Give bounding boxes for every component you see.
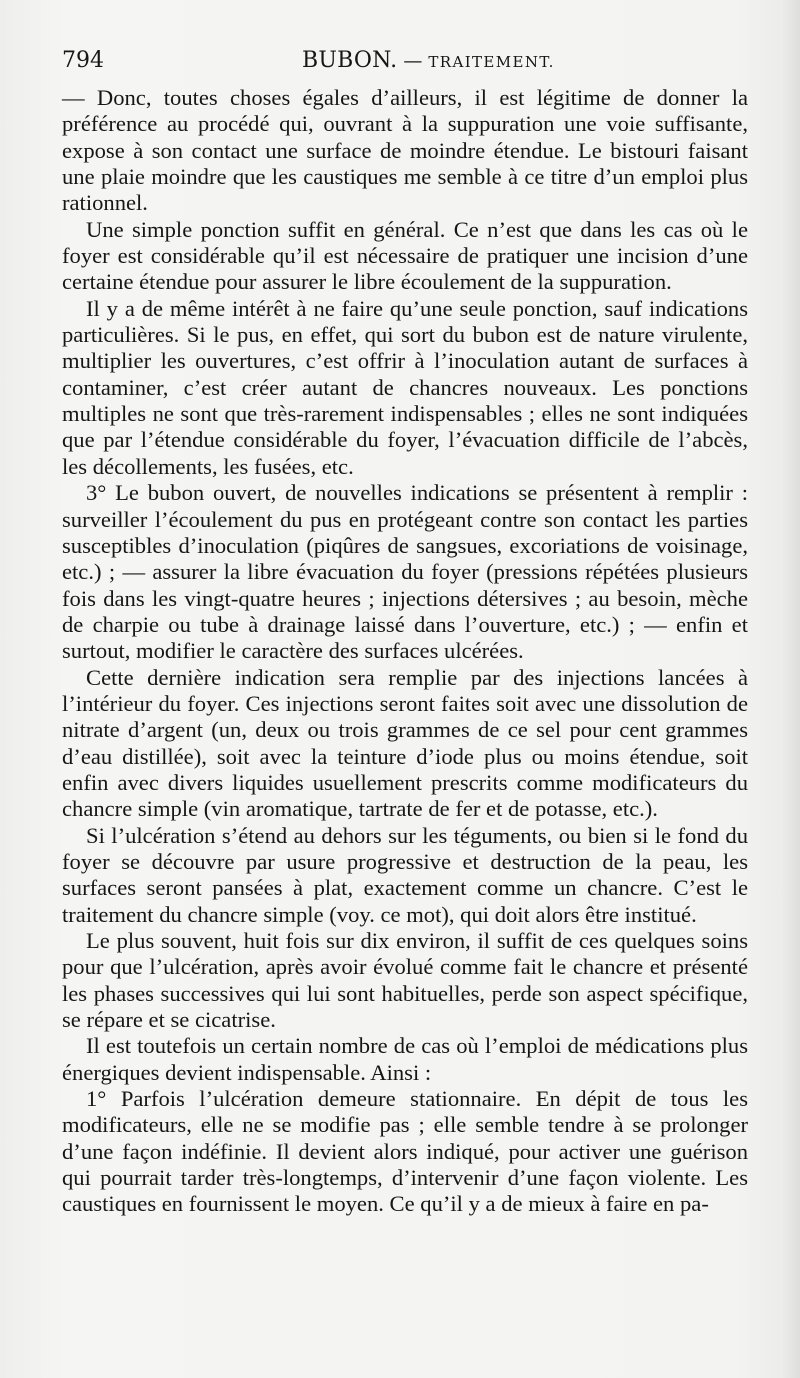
running-title [302, 46, 555, 77]
paragraph: — Donc, toutes choses égales d’ailleurs, il est légitime de donner la préférence au procédé qui, ouvrant à la suppuration une voie suffisante, expose à son contact une surface de moindre étendue. Le bistouri faisant une plaie moindre que les caustiques me semble à ce titre d’un emploi plus rationnel. [62, 85, 748, 216]
paragraph: Si l’ulcération s’étend au dehors sur les téguments, ou bien si le fond du foyer se découvre par usure progressive et destruction de la peau, les surfaces seront pansées à plat, exactement comme un chancre. C’est le traitement du chancre simple (voy. ce mot), qui doit alors être institué. [62, 822, 748, 927]
paragraph: Il y a de même intérêt à ne faire qu’une seule ponction, sauf indications particulières. Si le pus, en effet, qui sort du bubon est de nature virulente, multiplier les ouvertures, c’est offrir à l’inoculation autant de surfaces à contaminer, c’est créer autant de chancres nouveaux. Les ponctions multiples ne sont que très-rarement indispensables ; elles ne sont indiquées que par l’étendue considérable du foyer, l’évacuation difficile de l’abcès, les décollements, les fusées, etc. [62, 295, 748, 479]
page-number: 794 [62, 48, 104, 73]
paragraph: Le plus souvent, huit fois sur dix environ, il suffit de ces quelques soins pour que l’ulcération, après avoir évolué comme fait le chancre et présenté les phases successives qui lui sont habituelles, perde son aspect spécifique, se répare et se cicatrise. [62, 928, 748, 1033]
running-header [62, 46, 752, 76]
paragraph: Cette dernière indication sera remplie par des injections lancées à l’intérieur du foyer. Ces injections seront faites soit avec une dissolution de nitrate d’argent (un, deux ou trois grammes de ce sel pour cent grammes d’eau distillée), soit avec la teinture d’iode plus ou moins étendue, soit enfin avec divers liquides usuellement prescrits comme modificateurs du chancre simple (vin aromatique, tartrate de fer et de potasse, etc.). [62, 664, 748, 822]
paragraph: 1° Parfois l’ulcération demeure stationnaire. En dépit de tous les modificateurs, elle ne se modifie pas ; elle semble tendre à se prolonger d’une façon indéfinie. Il devient alors indiqué, pour activer une guérison qui pourrait tarder très-longtemps, d’intervenir d’une façon violente. Les caustiques en fournissent le moyen. Ce qu’il y a de mieux à faire en pa- [62, 1086, 748, 1217]
body-text [62, 85, 748, 1218]
running-title-separator: — [403, 50, 423, 72]
paragraph: 3° Le bubon ouvert, de nouvelles indications se présentent à remplir : surveiller l’écoulement du pus en protégeant contre son contact les parties susceptibles d’inoculation (piqûres de sangsues, excoriations de voisinage, etc.) ; — assurer la libre évacuation du foyer (pressions répétées plusieurs fois dans les vingt-quatre heures ; injections détersives ; au besoin, mèche de charpie ou tube à drainage laissé dans l’ouverture, etc.) ; — enfin et surtout, modifier le caractère des surfaces ulcérées. [62, 480, 748, 664]
running-title-main: BUBON. [302, 48, 398, 73]
page-edge-shadow [782, 0, 800, 1378]
running-title-section: TRAITEMENT. [428, 53, 555, 71]
paragraph: Une simple ponction suffit en général. Ce n’est que dans les cas où le foyer est considérable qu’il est nécessaire de pratiquer une incision d’une certaine étendue pour assurer le libre écoulement de la suppuration. [62, 216, 748, 295]
paragraph: Il est toutefois un certain nombre de cas où l’emploi de médications plus énergiques devient indispensable. Ainsi : [62, 1033, 748, 1085]
